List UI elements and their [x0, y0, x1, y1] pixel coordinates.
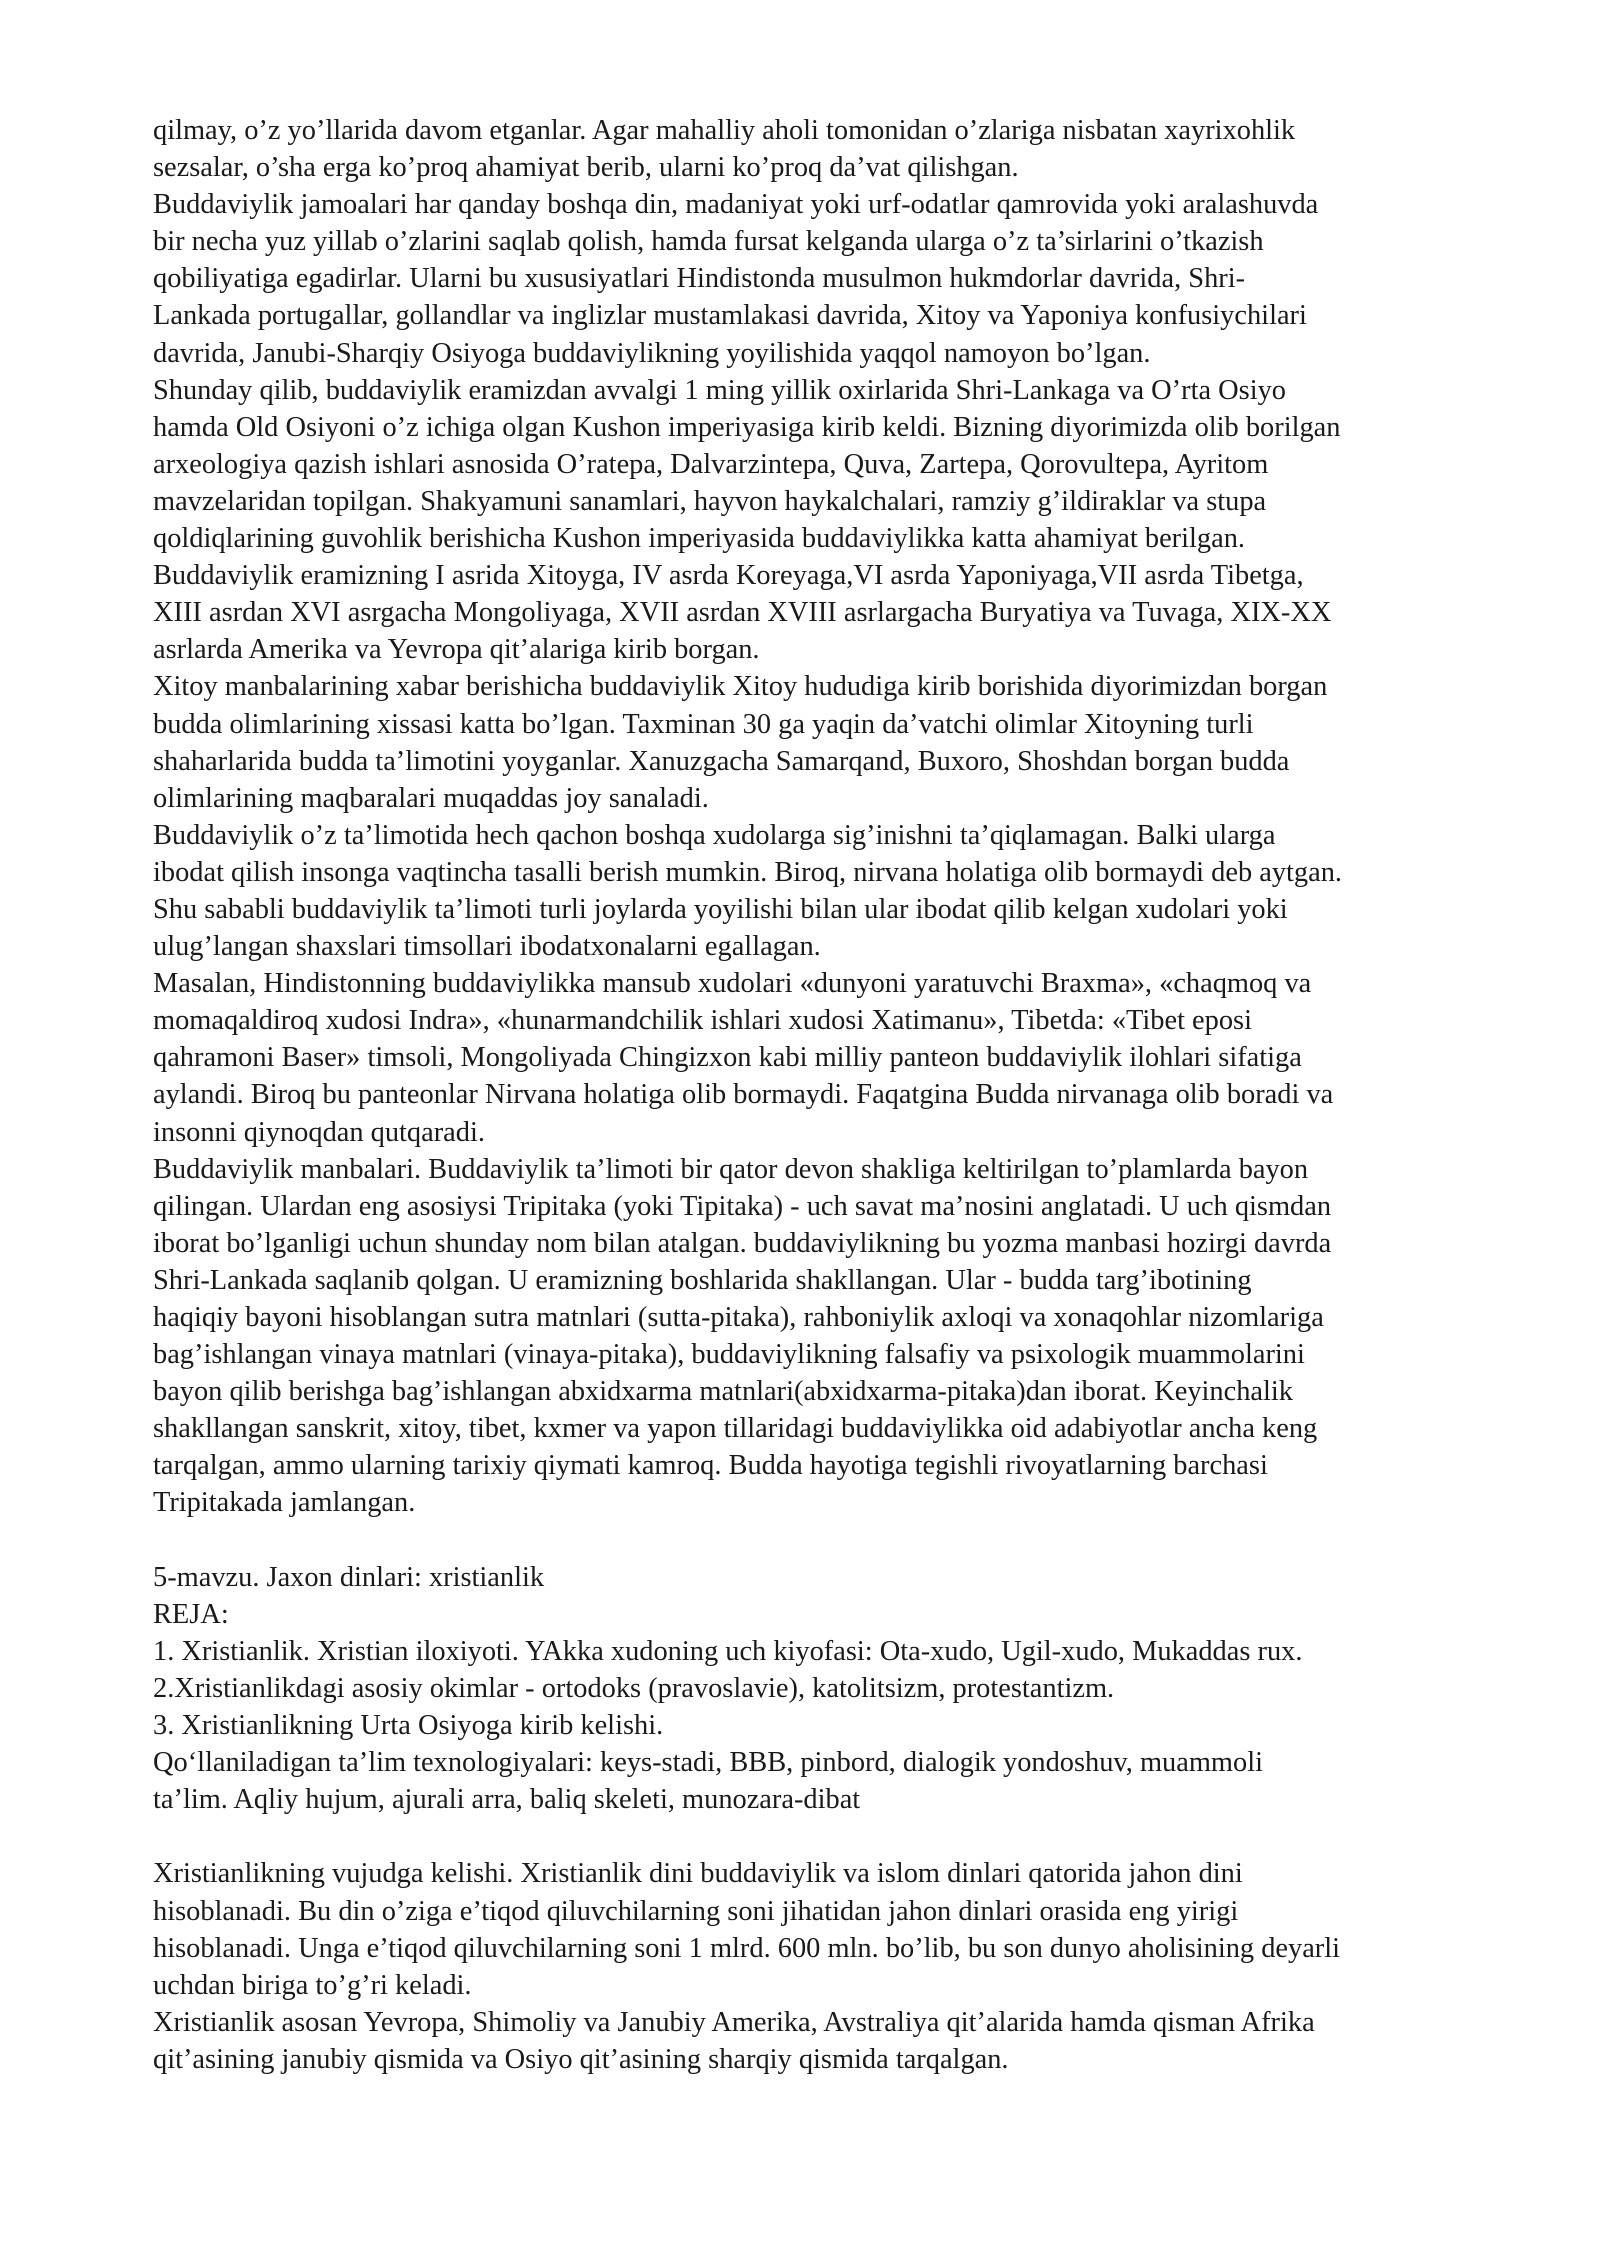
text-line: bir necha yuz yillab o’zlarini saqlab qolish, hamda fursat kelganda ularga o’z ta’sirlarini o’tkazish: [153, 226, 1264, 258]
text-line: iborat bo’lganligi uchun shunday nom bilan atalgan. buddaviylikning bu yozma manbasi hozirgi davrda: [153, 1227, 1332, 1259]
text-line: qobiliyatiga egadirlar. Ularni bu xususiyatlari Hindistonda musulmon hukmdorlar davrida, Shri-: [153, 263, 1246, 295]
text-line: REJA:: [153, 1598, 229, 1630]
text-line: 1. Xristianlik. Xristian iloxiyoti. YAkka xudoning uch kiyofasi: Ota-xudo, Ugil-xudo, Mukaddas rux.: [153, 1635, 1303, 1667]
text-line: bayon qilib berishga bag’ishlangan abxidxarma matnlari(abxidxarma-pitaka)dan iborat. Keyinchalik: [153, 1376, 1293, 1408]
text-line: insonni qiynoqdan qutqaradi.: [153, 1116, 485, 1148]
text-line: Xristianlikning vujudga kelishi. Xristianlik dini buddaviylik va islom dinlari qatorida jahon dini: [153, 1858, 1243, 1890]
text-line: budda olimlarining xissasi katta bo’lgan. Taxminan 30 ga yaqin da’vatchi olimlar Xitoyning turli: [153, 708, 1254, 740]
text-line: 5-mavzu. Jaxon dinlari: xristianlik: [153, 1561, 545, 1593]
text-line: hisoblanadi. Unga e’tiqod qiluvchilarning soni 1 mlrd. 600 mln. bo’lib, bu son dunyo aholisining deyarli: [153, 1932, 1341, 1964]
text-line: shakllangan sanskrit, xitoy, tibet, kxmer va yapon tillaridagi buddaviylikka oid adabiyotlar ancha keng: [153, 1413, 1318, 1445]
text-line: sezsalar, o’sha erga ko’proq ahamiyat berib, ularni ko’proq da’vat qilishgan.: [153, 152, 1019, 184]
text-line: tarqalgan, ammo ularning tarixiy qiymati kamroq. Budda hayotiga tegishli rivoyatlarning barchasi: [153, 1450, 1268, 1482]
text-line: Buddaviylik jamoalari har qanday boshqa din, madaniyat yoki urf-odatlar qamrovida yoki aralashuvda: [153, 189, 1319, 221]
text-line: bag’ishlangan vinaya matnlari (vinaya-pitaka), buddaviylikning falsafiy va psixologik muammolarini: [153, 1339, 1305, 1371]
text-line: qilingan. Ulardan eng asosiysi Tripitaka (yoki Tipitaka) - uch savat ma’nosini anglatadi. U uch qismdan: [153, 1190, 1332, 1222]
text-line: haqiqiy bayoni hisoblangan sutra matnlari (sutta-pitaka), rahboniylik axloqi va xonaqohlar nizomlariga: [153, 1302, 1324, 1333]
text-line: 3. Xristianlikning Urta Osiyoga kirib kelishi.: [153, 1710, 664, 1742]
text-line: Lankada portugallar, gollandlar va inglizlar mustamlakasi davrida, Xitoy va Yaponiya konfusiychilari: [153, 300, 1307, 332]
text-line: qit’asining janubiy qismida va Osiyo qit’asining sharqiy qismida tarqalgan.: [153, 2043, 1009, 2075]
text-line: arxeologiya qazish ishlari asnosida O’ratepa, Dalvarzintepa, Quva, Zartepa, Qorovultepa, Ayritom: [153, 448, 1269, 480]
text-line: olimlarining maqbaralari muqaddas joy sanaladi.: [153, 782, 709, 814]
text-line: qoldiqlarining guvohlik berishicha Kushon imperiyasida buddaviylikka katta ahamiyat berilgan.: [153, 523, 1245, 555]
blank-line: [153, 1818, 1523, 1855]
text-line: asrlarda Amerika va Yevropa qit’alariga kirib borgan.: [153, 634, 760, 666]
text-line: hamda Old Osiyoni o’z ichiga olgan Kushon imperiyasiga kirib keldi. Bizning diyorimizda olib borilgan: [153, 411, 1341, 443]
text-line: Tripitakada jamlangan.: [153, 1487, 416, 1519]
text-line: ta’lim. Aqliy hujum, ajurali arra, baliq skeleti, munozara-dibat: [153, 1784, 861, 1816]
text-line: shaharlarida budda ta’limotini yoyganlar. Xanuzgacha Samarqand, Buxoro, Shoshdan borgan budda: [153, 745, 1290, 777]
text-line: XIII asrdan XVI asrgacha Mongoliyaga, XVII asrdan XVIII asrlargacha Buryatiya va Tuvaga, XIX-XX: [153, 597, 1332, 629]
text-line: Shu sababli buddaviylik ta’limoti turli joylarda yoyilishi bilan ular ibodat qilib kelgan xudolari yoki: [153, 893, 1288, 925]
text-line: Buddaviylik manbalari. Buddaviylik ta’limoti bir qator devon shakliga keltirilgan to’plamlarda bayon: [153, 1153, 1309, 1185]
text-line: Qo‘llaniladigan ta’lim texnologiyalari: keys-stadi, BBB, pinbord, dialogik yondoshuv, muammoli: [153, 1747, 1263, 1779]
text-line: uchdan biriga to’g’ri keladi.: [153, 1969, 472, 2001]
text-line: Masalan, Hindistonning buddaviylikka mansub xudolari «dunyoni yaratuvchi Braxma», «chaqmoq va: [153, 968, 1312, 1000]
text-line: momaqaldiroq xudosi Indra», «hunarmandchilik ishlari xudosi Xatimanu», Tibetda: «Tibet eposi: [153, 1005, 1252, 1037]
text-line: Xristianlik asosan Yevropa, Shimoliy va Janubiy Amerika, Avstraliya qit’alarida hamda qisman Afrika: [153, 2006, 1315, 2038]
text-line: 2.Xristianlikdagi asosiy okimlar - ortodoks (pravoslavie), katolitsizm, protestantizm.: [153, 1672, 1115, 1704]
text-line: Shri-Lankada saqlanib qolgan. U eramizning boshlarida shakllangan. Ular - budda targ’ibotining: [153, 1264, 1252, 1296]
text-line: ibodat qilish insonga vaqtincha tasalli berish mumkin. Biroq, nirvana holatiga olib bormaydi deb aytgan.: [153, 856, 1343, 888]
text-line: Shunday qilib, buddaviylik eramizdan avvalgi 1 ming yillik oxirlarida Shri-Lankaga va O’rta Osiyo: [153, 374, 1287, 406]
text-line: aylandi. Biroq bu panteonlar Nirvana holatiga olib bormaydi. Faqatgina Budda nirvanaga olib boradi va: [153, 1079, 1334, 1111]
text-line: qahramoni Baser» timsoli, Mongoliyada Chingizxon kabi milliy panteon buddaviylik ilohlari sifatiga: [153, 1042, 1302, 1074]
text-line: ulug’langan shaxslari timsollari ibodatxonalarni egallagan.: [153, 931, 821, 963]
text-line: Xitoy manbalarining xabar berishicha buddaviylik Xitoy hududiga kirib borishida diyorimizdan borgan: [153, 671, 1328, 703]
text-line: davrida, Janubi-Sharqiy Osiyoga buddaviylikning yoyilishida yaqqol namoyon bo’lgan.: [153, 337, 1151, 369]
text-line: mavzelaridan topilgan. Shakyamuni sanamlari, hayvon haykalchalari, ramziy g’ildiraklar va stupa: [153, 485, 1267, 517]
text-line: qilmay, o’z yo’llarida davom etganlar. Agar mahalliy aholi tomonidan o’zlariga nisbatan xayrixohlik: [153, 115, 1296, 146]
text-line: Buddaviylik eramizning I asrida Xitoyga, IV asrda Koreyaga,VI asrda Yaponiyaga,VII asrda Tibetga,: [153, 560, 1304, 592]
text-line: hisoblanadi. Bu din o’ziga e’tiqod qiluvchilarning soni jihatidan jahon dinlari orasida eng yirigi: [153, 1895, 1239, 1927]
document-page: [153, 112, 1523, 2078]
text-line: Buddaviylik o’z ta’limotida hech qachon boshqa xudolarga sig’inishni ta’qiqlamagan. Balki ularga: [153, 819, 1276, 851]
blank-line: [153, 1522, 1523, 1559]
